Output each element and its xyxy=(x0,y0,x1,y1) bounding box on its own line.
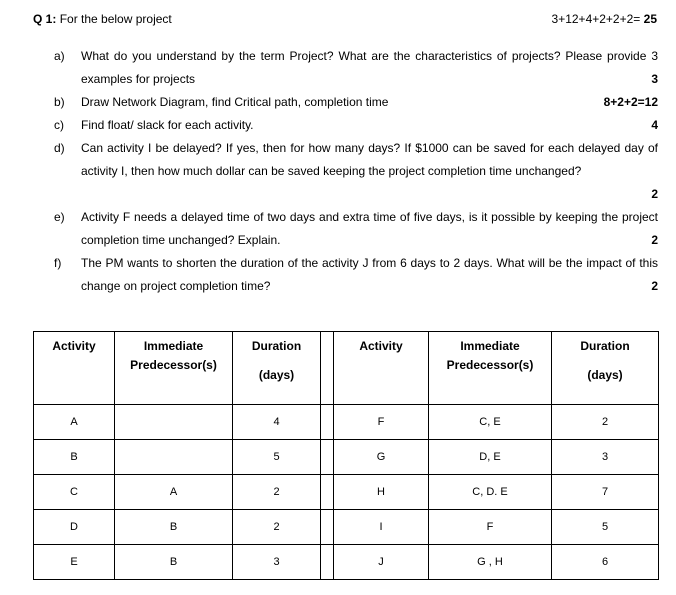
duration-cell: 4 xyxy=(233,405,321,440)
predecessor-cell: G , H xyxy=(429,545,552,580)
predecessor-cell: B xyxy=(115,545,233,580)
item-text: Activity F needs a delayed time of two days and extra time of five days, is it possible by keeping the project completion time unchanged? Explain. xyxy=(81,210,658,247)
predecessor-cell xyxy=(115,440,233,475)
predecessor-cell: D, E xyxy=(429,440,552,475)
predecessor-cell: C, D. E xyxy=(429,475,552,510)
item-letter: e) xyxy=(54,210,65,224)
duration-cell: 2 xyxy=(552,405,659,440)
table-row xyxy=(34,405,659,440)
duration-header: Duration (days) xyxy=(233,332,321,405)
item-letter: f) xyxy=(54,256,62,270)
column-spacer xyxy=(321,440,334,475)
predecessor-cell: B xyxy=(115,510,233,545)
item-marks: 4 xyxy=(651,118,658,132)
item-letter: c) xyxy=(54,118,64,132)
duration-header: Duration (days) xyxy=(552,332,659,405)
list-item xyxy=(54,45,658,91)
activity-cell: H xyxy=(334,475,429,510)
column-spacer xyxy=(321,545,334,580)
activity-cell: D xyxy=(34,510,115,545)
predecessor-cell: F xyxy=(429,510,552,545)
predecessor-cell: A xyxy=(115,475,233,510)
list-item xyxy=(54,206,658,252)
activity-header: Activity xyxy=(334,332,429,405)
list-item xyxy=(54,91,658,114)
predecessor-cell: C, E xyxy=(429,405,552,440)
item-marks: 2 xyxy=(651,279,658,293)
duration-cell: 2 xyxy=(233,510,321,545)
column-spacer xyxy=(321,405,334,440)
table-row xyxy=(34,510,659,545)
list-item xyxy=(54,137,658,201)
activity-cell: C xyxy=(34,475,115,510)
column-spacer xyxy=(321,332,334,405)
column-spacer xyxy=(321,510,334,545)
item-marks: 3 xyxy=(651,72,658,86)
item-text: The PM wants to shorten the duration of the activity J from 6 days to 2 days. What will be the impact of this change on project completion time? xyxy=(81,256,658,293)
item-text: Draw Network Diagram, find Critical path, completion time xyxy=(81,95,389,109)
item-text: Can activity I be delayed? If yes, then for how many days? If $1000 can be saved for each delayed day of activity I, then how much dollar can be saved keeping the project completion time unchanged? xyxy=(81,141,658,178)
predecessor-header: Immediate Predecessor(s) xyxy=(429,332,552,405)
item-letter: d) xyxy=(54,141,65,155)
predecessor-header: Immediate Predecessor(s) xyxy=(115,332,233,405)
item-marks: 8+2+2=12 xyxy=(603,95,658,109)
duration-cell: 7 xyxy=(552,475,659,510)
list-item xyxy=(54,114,658,137)
activity-cell: B xyxy=(34,440,115,475)
item-letter: a) xyxy=(54,49,65,63)
item-text: What do you understand by the term Project? What are the characteristics of projects? Please provide 3 examples for projects xyxy=(81,49,658,86)
duration-cell: 5 xyxy=(552,510,659,545)
question-marks-total: 25 xyxy=(643,12,657,26)
item-text: Find float/ slack for each activity. xyxy=(81,118,254,132)
item-marks: 2 xyxy=(651,187,658,201)
table-header-row xyxy=(34,332,659,405)
question-title: For the below project xyxy=(59,12,172,26)
list-item xyxy=(54,252,658,298)
duration-cell: 2 xyxy=(233,475,321,510)
table-row xyxy=(34,440,659,475)
question-marks: 3+12+4+2+2+2= 25 xyxy=(551,12,657,26)
activity-table xyxy=(33,331,659,580)
activity-cell: I xyxy=(334,510,429,545)
table-row xyxy=(34,475,659,510)
activity-cell: A xyxy=(34,405,115,440)
column-spacer xyxy=(321,475,334,510)
activity-header: Activity xyxy=(34,332,115,405)
item-letter: b) xyxy=(54,95,65,109)
activity-cell: G xyxy=(334,440,429,475)
activity-cell: J xyxy=(334,545,429,580)
question-header xyxy=(33,12,657,30)
activity-cell: E xyxy=(34,545,115,580)
duration-cell: 3 xyxy=(552,440,659,475)
duration-cell: 6 xyxy=(552,545,659,580)
predecessor-cell xyxy=(115,405,233,440)
question-label: Q 1: xyxy=(33,12,57,26)
table-row xyxy=(34,545,659,580)
duration-cell: 5 xyxy=(233,440,321,475)
duration-cell: 3 xyxy=(233,545,321,580)
item-marks: 2 xyxy=(651,233,658,247)
activity-cell: F xyxy=(334,405,429,440)
